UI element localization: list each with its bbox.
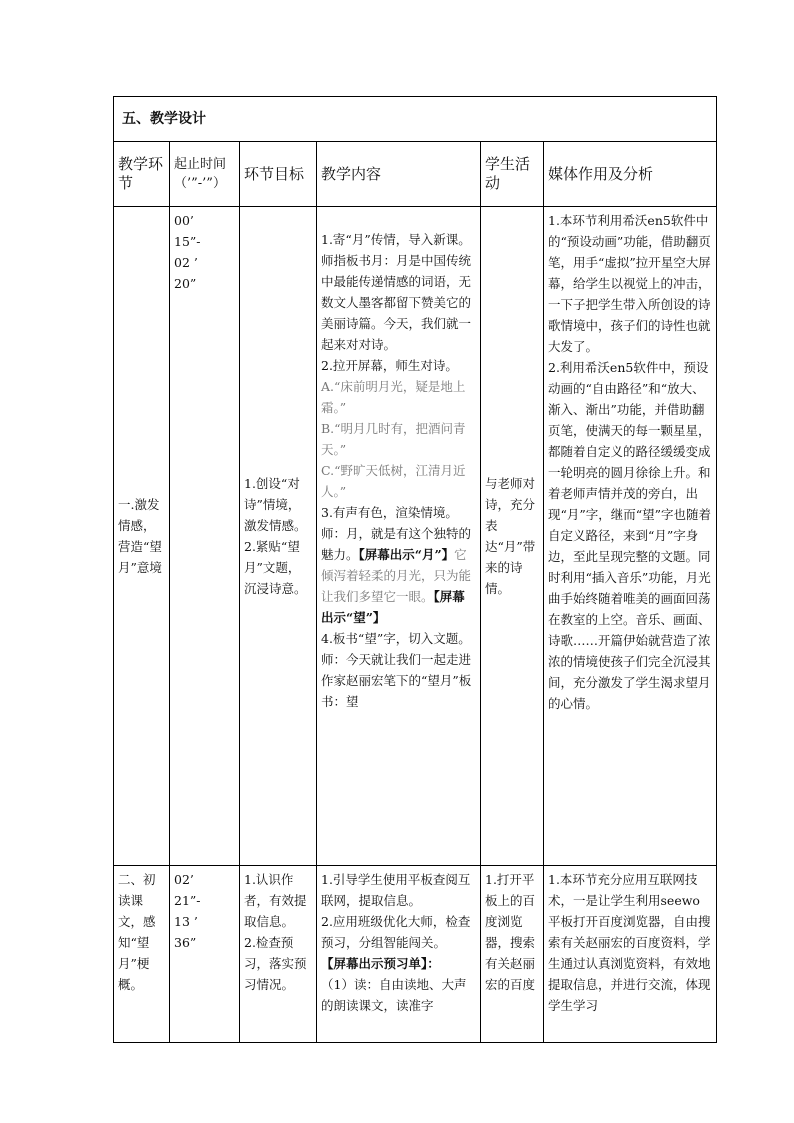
activity-cell: 与老师对诗，充分表达“月”带来的诗情。: [481, 207, 544, 866]
time-cell: [170, 866, 240, 1043]
content-line: 师：今天就让我们一起走进作家赵丽宏笔下的“望月”板书：望: [321, 652, 472, 709]
time-cell: [170, 207, 240, 866]
content-line: 师：月，就是有这个独特的魅力。: [321, 526, 472, 562]
time-line: 36”: [174, 935, 197, 950]
header-content: 教学内容: [317, 142, 481, 207]
content-cell: [317, 866, 481, 1043]
section-title: 五、教学设计: [114, 97, 717, 142]
header-media: 媒体作用及分析: [544, 142, 717, 207]
header-goal: 环节目标: [240, 142, 317, 207]
content-line: 它倾泻着轻柔的月光，只为能让我们多望它一眼。: [321, 547, 472, 604]
content-line: （1）读：自由读地、大声的朗读课文，读准字: [321, 977, 467, 1013]
table-row: [114, 866, 717, 1043]
time-line: 02’: [174, 872, 194, 887]
segment-cell: 一.激发情感，营造“望月”意境: [114, 207, 170, 866]
media-line: 1.本环节充分应用互联网技术，一是让学生利用seewo平板打开百度浏览器，自由搜索有关赵丽宏的百度资料，学生通过认真浏览资料，有效地提取信息，并进行交流，体现学生学习: [548, 872, 711, 1013]
content-line: 3.有声有色，渲染情境。: [321, 505, 458, 520]
time-line: 15”-: [174, 234, 201, 249]
media-line: 1.本环节利用希沃en5软件中的“预设动画”功能，借助翻页笔，用手“虚拟”拉开星空大屏幕，给学生以视觉上的冲击，一下子把学生带入所创设的诗歌情境中，孩子们的诗性也就大发了。: [548, 213, 711, 354]
content-line: 【屏幕出示“望”】: [321, 589, 465, 625]
media-line: 2.利用希沃en5软件中，预设动画的“自由路径”和“放大、渐入、渐出”功能，并借助翻页笔，使满天的每一颗星星，都随着自定义的路径缓缓变成一轮明亮的圆月徐徐上升。和着老师声情并茂的旁白，出现“月”字，继而“望”字也随着自定义路径，来到“月”字身边，至此呈现完整的文题。同时利用“插入音乐”功能，月光曲手始终随着唯美的画面回荡在教室的上空。音乐、画面、诗歌……开篇伊始就营造了浓浓的情境使孩子们完全沉浸其间，充分激发了学生渴求望月的心情。: [548, 360, 712, 711]
time-line: 02 ’: [174, 255, 198, 270]
content-line: C.“野旷天低树，江清月近人。”: [321, 463, 466, 499]
media-cell: [544, 207, 717, 866]
content-line: A.“床前明月光，疑是地上霜。”: [321, 379, 466, 415]
content-line: 1.寄“月”传情，导入新课。: [321, 232, 471, 247]
segment-cell: 二、初读课文，感知“望月”梗概。: [114, 866, 170, 1043]
time-line: 21”-: [174, 893, 201, 908]
content-line: 2.拉开屏幕，师生对诗。: [321, 358, 458, 373]
content-line: B.“明月几时有，把酒问青天。”: [321, 421, 466, 457]
header-segment: 教学环节: [114, 142, 170, 207]
teaching-design-table: [113, 96, 717, 1043]
content-line: 2.应用班级优化大师，检查预习，分组智能闯关。: [321, 914, 471, 950]
content-line: 师指板书月：月是中国传统中最能传递情感的词语，无数文人墨客都留下赞美它的美丽诗篇。今天，我们就一起来对对诗。: [321, 253, 472, 352]
table-row: [114, 207, 717, 866]
content-line: 【屏幕出示预习单】：: [321, 956, 440, 971]
header-activity: 学生活动: [481, 142, 544, 207]
activity-cell: 1.打开平板上的百度浏览器，搜索有关赵丽宏的百度: [481, 866, 544, 1043]
content-line: 4.板书“望”字，切入文题。: [321, 631, 471, 646]
content-line: 【屏幕出示“月”】: [358, 547, 455, 562]
media-cell: [544, 866, 717, 1043]
time-line: 20”: [174, 276, 197, 291]
content-line: 1.引导学生使用平板查阅互联网，提取信息。: [321, 872, 471, 908]
time-line: 13 ’: [174, 914, 198, 929]
time-line: 00’: [174, 213, 194, 228]
goal-cell: 1.认识作者，有效提取信息。 2.检查预习，落实预习情况。: [240, 866, 317, 1043]
content-cell: [317, 207, 481, 866]
goal-cell: 1.创设“对诗”情境，激发情感。 2.紧贴“望月”文题，沉浸诗意。: [240, 207, 317, 866]
header-time: 起止时间（’”-’”）: [170, 142, 240, 207]
